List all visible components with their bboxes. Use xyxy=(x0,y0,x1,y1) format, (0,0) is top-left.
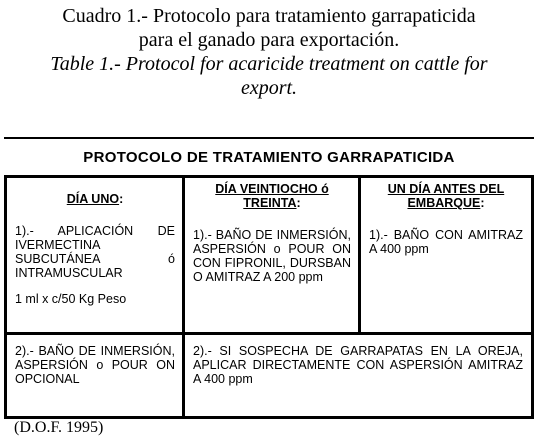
day-one-cell xyxy=(15,192,175,306)
day-twenty-eight-step-1: 1).- BAÑO DE INMERSIÓN, ASPERSIÓN o POUR ON CON FIPRONIL, DURSBAN O AMITRAZ A 200 ppm xyxy=(193,228,351,284)
day-one-step-1: 1).- APLICACIÓN DE IVERMECTINA SUBCUTÁNEA ó INTRAMUSCULAR xyxy=(15,224,175,280)
caption-english-line-2: export. xyxy=(240,77,298,99)
table-source: (D.O.F. 1995) xyxy=(14,419,104,436)
caption-spanish-line-1: Cuadro 1.- Protocolo para tratamiento garrapaticida xyxy=(62,5,476,27)
day-one-dose: 1 ml x c/50 Kg Peso xyxy=(15,292,127,306)
day-before-shipment-step-1: 1).- BAÑO CON AMITRAZ A 400 ppm xyxy=(369,228,523,256)
table-caption xyxy=(0,4,538,100)
day-one-step-2: 2).- BAÑO DE INMERSIÓN, ASPERSIÓN o POUR ON OPCIONAL xyxy=(15,344,175,386)
day-before-shipment-cell xyxy=(369,182,523,256)
day-one-header: DÍA UNO: xyxy=(66,192,124,206)
day-before-shipment-header: UN DÍA ANTES DEL EMBARQUE: xyxy=(387,182,505,210)
merged-step-2: 2).- SI SOSPECHA DE GARRAPATAS EN LA OREJA, APLICAR DIRECTAMENTE CON ASPERSIÓN AMITRAZ A 400 ppm xyxy=(193,344,523,386)
row-divider xyxy=(7,332,531,335)
day-twenty-eight-cell xyxy=(193,182,351,284)
caption-spanish-line-2: para el ganado para exportación. xyxy=(138,29,400,51)
protocol-table-frame xyxy=(4,137,534,417)
protocol-table xyxy=(4,175,534,419)
caption-english-line-1: Table 1.- Protocol for acaricide treatment on cattle for xyxy=(50,53,488,75)
column-divider-2 xyxy=(358,178,361,332)
protocol-table-title: PROTOCOLO DE TRATAMIENTO GARRAPATICIDA xyxy=(83,149,455,166)
column-divider-1 xyxy=(182,178,185,416)
day-twenty-eight-header: DÍA VEINTIOCHO ó TREINTA: xyxy=(215,182,329,210)
